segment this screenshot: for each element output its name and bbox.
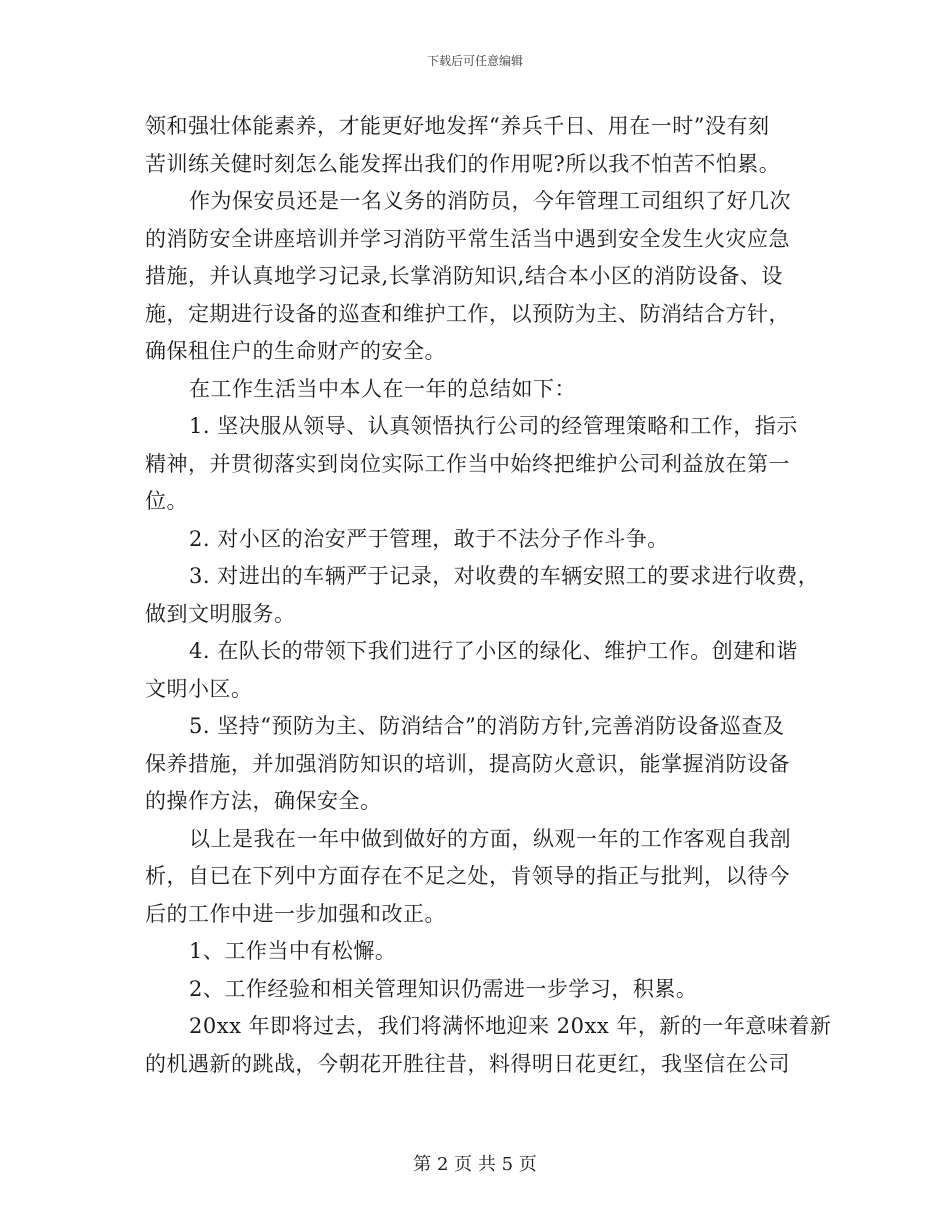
text-line: 的操作方法，确保安全。 — [145, 789, 382, 813]
text-line: 以上是我在一年中做到做好的方面，纵观一年的工作客观自我剖 — [189, 826, 791, 851]
text-line: 确保租住户的生命财产的安全。 — [145, 339, 446, 363]
text-line: 的消防安全讲座培训并学习消防平常生活当中遇到安全发生火灾应急 — [145, 226, 790, 251]
text-line: 20xx 年即将过去，我们将满怀地迎来 20xx 年，新的一年意味着新 — [189, 1014, 832, 1038]
page-footer: 第 2 页 共 5 页 — [413, 1154, 537, 1175]
text-line: 2、工作经验和相关管理知识仍需进一步学习，积累。 — [189, 976, 698, 1001]
text-line: 3. 对进出的车辆严于记录，对收费的车辆安照工的要求进行收费， — [189, 564, 820, 588]
text-line: 1、工作当中有松懈。 — [189, 939, 397, 963]
text-line: 领和强壮体能素养，才能更好地发挥“养兵千日、用在一时”没有刻 — [145, 114, 770, 138]
text-line: 2. 对小区的治安严于管理，敢于不法分子作斗争。 — [189, 526, 669, 551]
text-line: 保养措施，并加强消防知识的培训，提高防火意识，能掌握消防设备 — [145, 751, 790, 776]
text-line: 4. 在队长的带领下我们进行了小区的绿化、维护工作。创建和谐 — [189, 639, 798, 663]
document-body — [145, 108, 832, 1083]
text-line: 位。 — [145, 489, 188, 513]
text-line: 文明小区。 — [145, 676, 253, 701]
text-line: 做到文明服务。 — [145, 601, 296, 626]
page-header: 下载后可任意编辑 — [426, 54, 523, 68]
text-line: 在工作生活当中本人在一年的总结如下： — [189, 376, 576, 401]
text-line: 措施，并认真地学习记录,长掌消防知识,结合本小区的消防设备、设 — [145, 264, 783, 288]
text-line: 5. 坚持“预防为主、防消结合”的消防方针,完善消防设备巡查及 — [189, 714, 785, 738]
text-line: 后的工作中进一步加强和改正。 — [145, 901, 446, 926]
text-line: 作为保安员还是一名义务的消防员，今年管理工司组织了好几次 — [189, 189, 791, 213]
text-line: 施，定期进行设备的巡查和维护工作，以预防为主、防消结合方针， — [145, 301, 790, 326]
text-line: 析，自已在下列中方面存在不足之处，肯领导的指正与批判，以待今 — [145, 864, 790, 888]
text-line: 精神，并贯彻落实到岗位实际工作当中始终把维护公司利益放在第一 — [145, 451, 790, 476]
text-line: 1. 坚决服从领导、认真领悟执行公司的经管理策略和工作，指示 — [189, 414, 798, 438]
text-line: 的机遇新的跳战，今朝花开胜往昔，料得明日花更红，我坚信在公司 — [145, 1051, 790, 1076]
text-line: 苦训练关健时刻怎么能发挥出我们的作用呢?所以我不怕苦不怕累。 — [145, 151, 781, 176]
